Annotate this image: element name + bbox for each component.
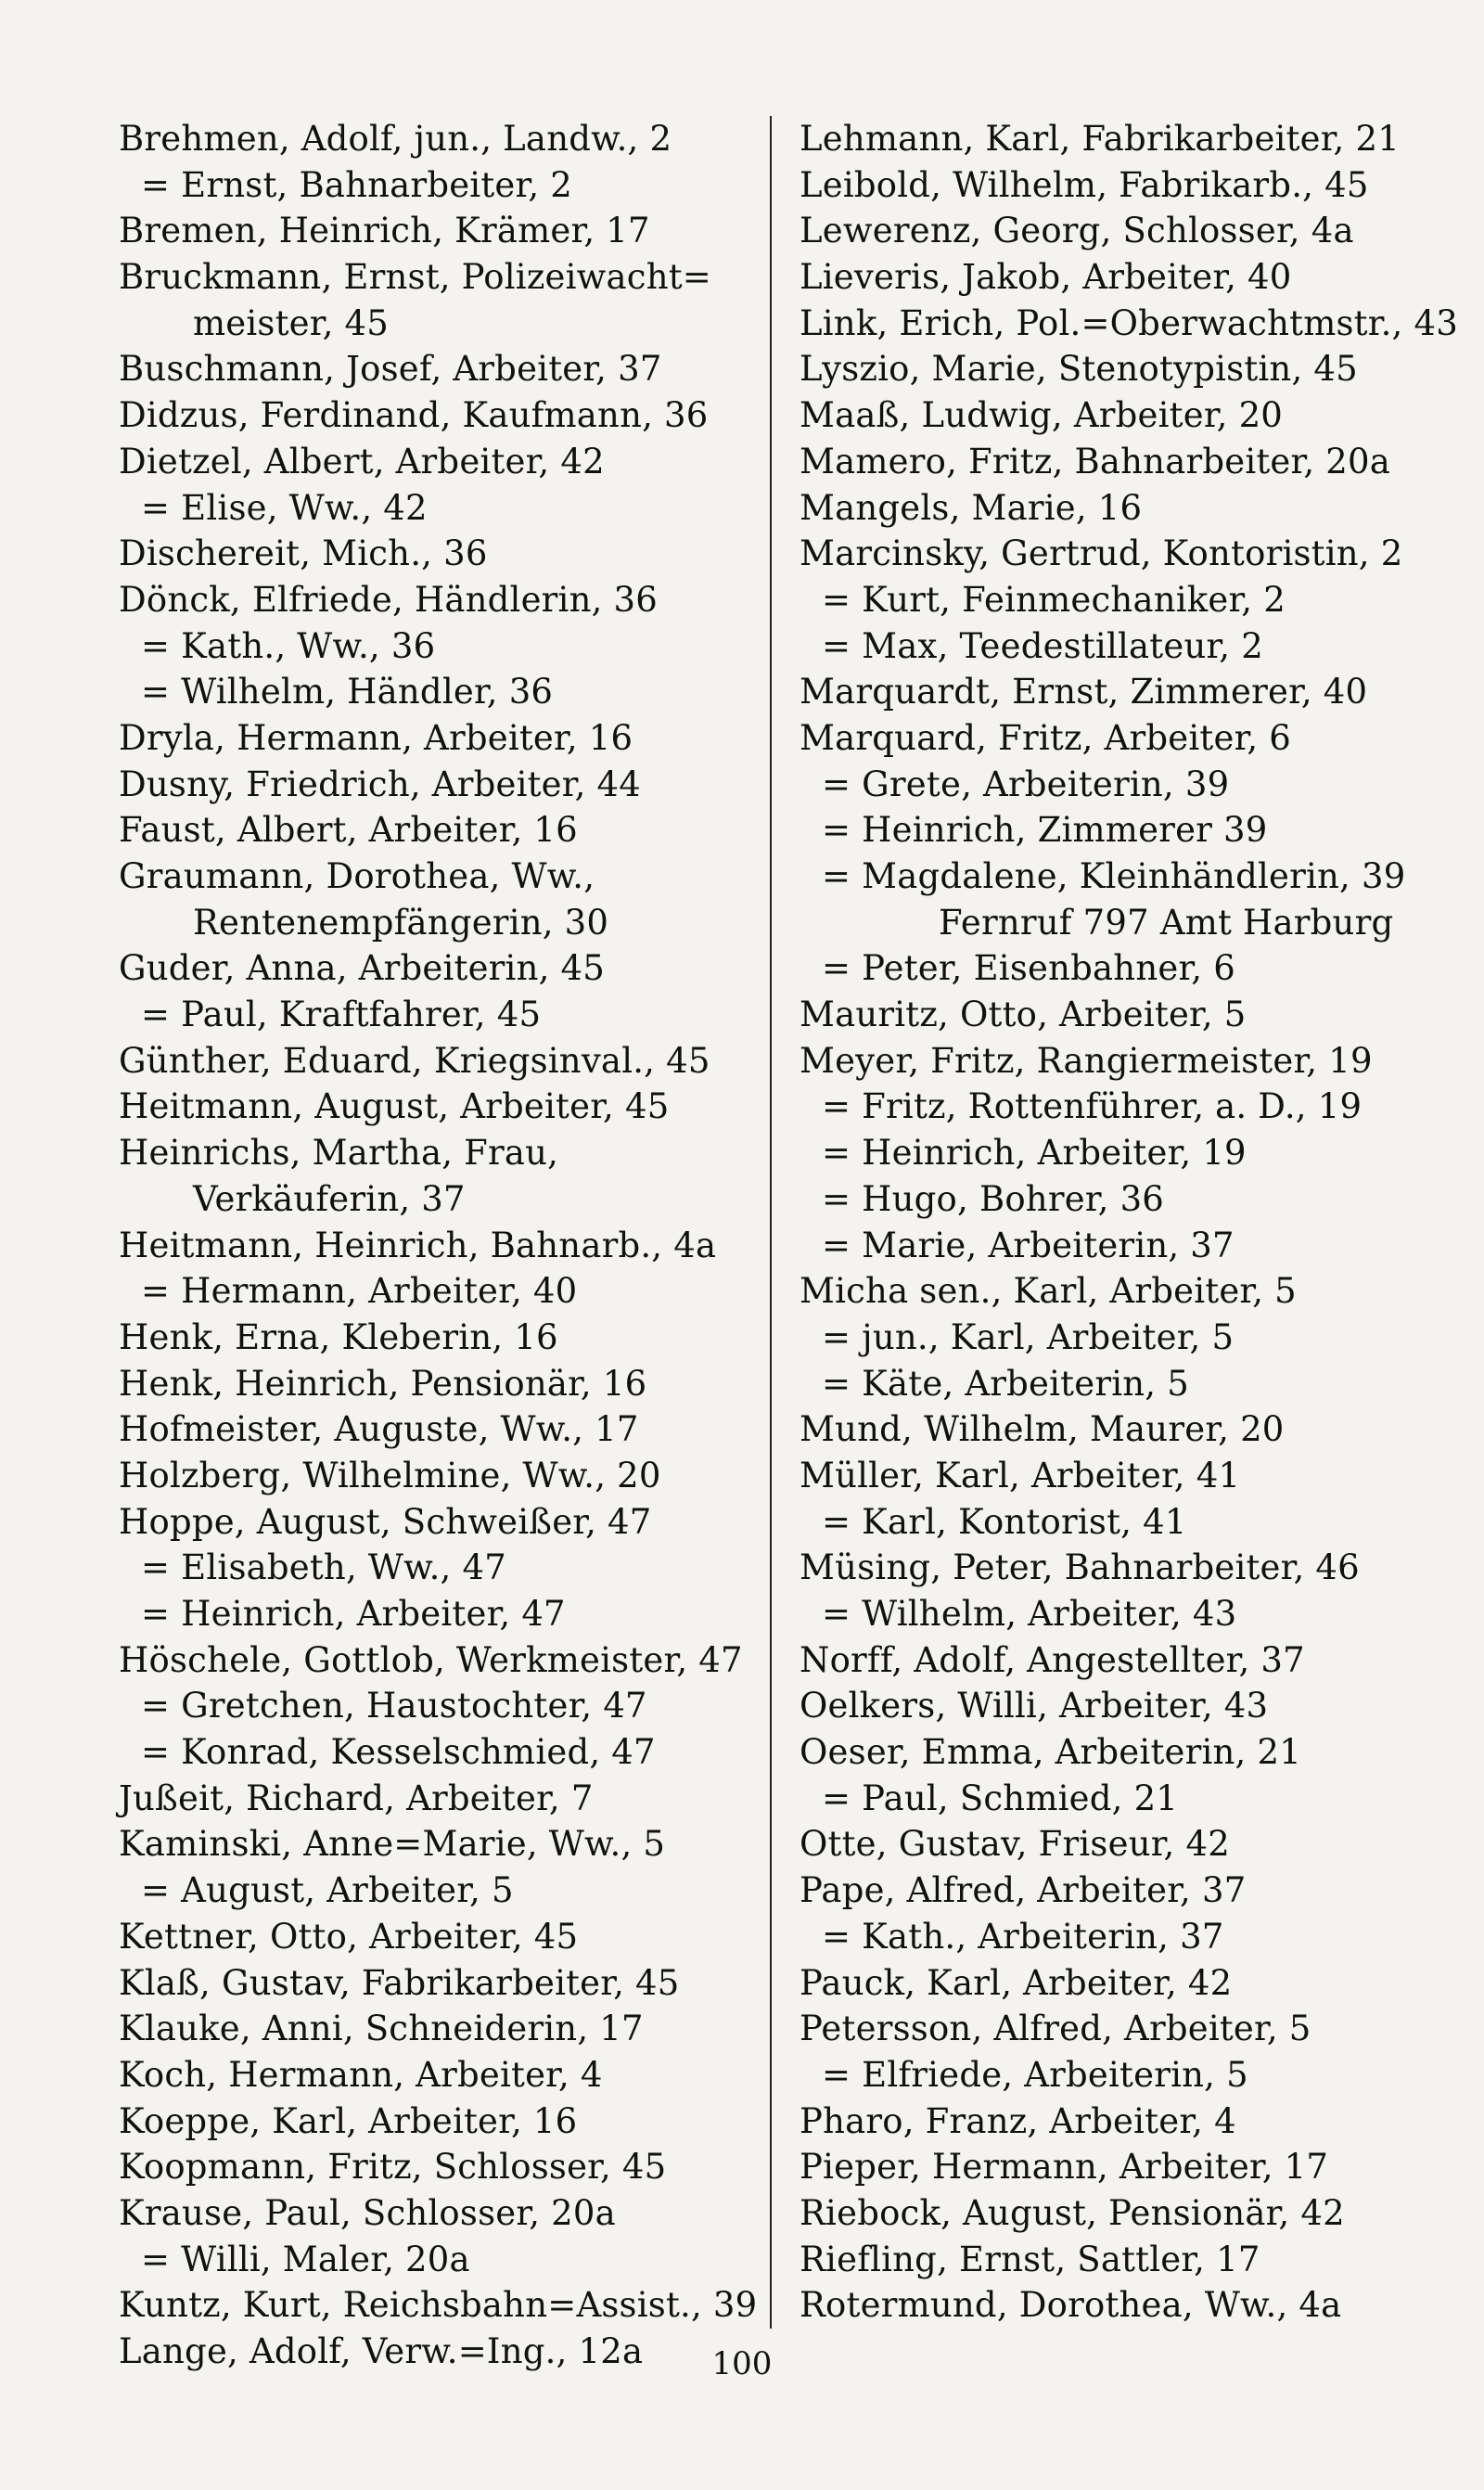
directory-entry: = Heinrich, Zimmerer 39 <box>822 810 1268 851</box>
directory-entry: = Heinrich, Arbeiter, 19 <box>822 1133 1247 1174</box>
directory-entry: = Paul, Schmied, 21 <box>822 1778 1179 1818</box>
directory-entry: Henk, Erna, Kleberin, 16 <box>119 1316 558 1357</box>
directory-entry: = Willi, Maler, 20a <box>141 2239 470 2279</box>
directory-entry: = Peter, Eisenbahner, 6 <box>822 948 1235 989</box>
directory-entry: Koch, Hermann, Arbeiter, 4 <box>119 2054 603 2095</box>
directory-entry: Leibold, Wilhelm, Fabrikarb., 45 <box>800 164 1369 205</box>
directory-entry: Klaß, Gustav, Fabrikarbeiter, 45 <box>119 1962 680 2003</box>
directory-entry: Heinrichs, Martha, Frau, <box>119 1133 559 1174</box>
directory-entry: Otte, Gustav, Friseur, 42 <box>800 1824 1230 1865</box>
directory-entry: Oelkers, Willi, Arbeiter, 43 <box>800 1686 1269 1726</box>
directory-entry: Lieveris, Jakob, Arbeiter, 40 <box>800 257 1292 298</box>
directory-entry: Müller, Karl, Arbeiter, 41 <box>800 1455 1241 1495</box>
directory-entry: Koopmann, Fritz, Schlosser, 45 <box>119 2147 667 2188</box>
directory-entry: Faust, Albert, Arbeiter, 16 <box>119 810 578 851</box>
directory-entry: Heitmann, August, Arbeiter, 45 <box>119 1086 670 1127</box>
directory-entry: Petersson, Alfred, Arbeiter, 5 <box>800 2009 1311 2049</box>
directory-entry: = August, Arbeiter, 5 <box>141 1870 514 1911</box>
directory-entry: Höschele, Gottlob, Werkmeister, 47 <box>119 1639 743 1680</box>
directory-entry: Oeser, Emma, Arbeiterin, 21 <box>800 1732 1301 1773</box>
directory-entry: = Magdalene, Kleinhändlerin, 39 <box>822 856 1406 896</box>
directory-entry: Marquardt, Ernst, Zimmerer, 40 <box>800 672 1368 712</box>
directory-entry: Kuntz, Kurt, Reichsbahn=Assist., 39 <box>119 2285 758 2326</box>
directory-entry: = Kath., Ww., 36 <box>141 625 436 666</box>
directory-entry: Holzberg, Wilhelmine, Ww., 20 <box>119 1455 661 1495</box>
directory-entry: Pauck, Karl, Arbeiter, 42 <box>800 1962 1233 2003</box>
directory-entry: Riefling, Ernst, Sattler, 17 <box>800 2239 1260 2279</box>
directory-entry: Dryla, Hermann, Arbeiter, 16 <box>119 717 633 758</box>
directory-entry: Micha sen., Karl, Arbeiter, 5 <box>800 1271 1297 1312</box>
directory-entry: = Wilhelm, Arbeiter, 43 <box>822 1594 1237 1634</box>
directory-entry: Mund, Wilhelm, Maurer, 20 <box>800 1409 1285 1450</box>
directory-entry: = Elfriede, Arbeiterin, 5 <box>822 2054 1248 2095</box>
directory-entry: = Gretchen, Haustochter, 47 <box>141 1686 647 1726</box>
directory-entry: Norff, Adolf, Angestellter, 37 <box>800 1639 1305 1680</box>
directory-entry: Henk, Heinrich, Pensionär, 16 <box>119 1363 647 1404</box>
directory-entry: = Max, Teedestillateur, 2 <box>822 625 1263 666</box>
directory-entry: Buschmann, Josef, Arbeiter, 37 <box>119 349 662 390</box>
directory-entry: Marquard, Fritz, Arbeiter, 6 <box>800 717 1292 758</box>
column-divider <box>770 116 772 2329</box>
directory-entry: = Elisabeth, Ww., 47 <box>141 1547 506 1588</box>
directory-entry: Bremen, Heinrich, Krämer, 17 <box>119 211 650 251</box>
directory-entry: Marcinsky, Gertrud, Kontoristin, 2 <box>800 533 1403 574</box>
directory-entry: meister, 45 <box>193 302 389 343</box>
directory-entry: Kettner, Otto, Arbeiter, 45 <box>119 1916 579 1957</box>
directory-entry: = Karl, Kontorist, 41 <box>822 1501 1187 1542</box>
right-column <box>800 116 1458 2329</box>
directory-entry: Pharo, Franz, Arbeiter, 4 <box>800 2100 1236 2141</box>
directory-entry: = Paul, Kraftfahrer, 45 <box>141 995 542 1035</box>
directory-entry: = Elise, Ww., 42 <box>141 487 428 528</box>
directory-entry: Hofmeister, Auguste, Ww., 17 <box>119 1409 639 1450</box>
directory-entry: Pape, Alfred, Arbeiter, 37 <box>800 1870 1247 1911</box>
directory-entry: Riebock, August, Pensionär, 42 <box>800 2192 1345 2233</box>
directory-entry: = Marie, Arbeiterin, 37 <box>822 1225 1235 1265</box>
directory-entry: Didzus, Ferdinand, Kaufmann, 36 <box>119 395 709 436</box>
directory-entry: Link, Erich, Pol.=Oberwachtmstr., 43 <box>800 302 1458 343</box>
directory-entry: Brehmen, Adolf, jun., Landw., 2 <box>119 119 672 159</box>
directory-entry: Mauritz, Otto, Arbeiter, 5 <box>800 995 1247 1035</box>
directory-entry: Müsing, Peter, Bahnarbeiter, 46 <box>800 1547 1360 1588</box>
directory-entry: Rentenempfängerin, 30 <box>193 902 609 943</box>
directory-entry: Günther, Eduard, Kriegsinval., 45 <box>119 1040 710 1081</box>
directory-entry: Graumann, Dorothea, Ww., <box>119 856 595 896</box>
directory-entry: Dischereit, Mich., 36 <box>119 533 488 574</box>
directory-entry: = Käte, Arbeiterin, 5 <box>822 1363 1189 1404</box>
directory-entry: = Hermann, Arbeiter, 40 <box>141 1271 578 1312</box>
directory-entry: Dönck, Elfriede, Händlerin, 36 <box>119 579 659 620</box>
directory-entry: Krause, Paul, Schlosser, 20a <box>119 2192 616 2233</box>
directory-entry: = Hugo, Bohrer, 36 <box>822 1178 1165 1219</box>
directory-entry: Rotermund, Dorothea, Ww., 4a <box>800 2285 1342 2326</box>
directory-entry: = jun., Karl, Arbeiter, 5 <box>822 1316 1235 1357</box>
directory-entry: Dietzel, Albert, Arbeiter, 42 <box>119 441 605 481</box>
directory-entry: Kaminski, Anne=Marie, Ww., 5 <box>119 1824 666 1865</box>
directory-entry: = Heinrich, Arbeiter, 47 <box>141 1594 566 1634</box>
directory-entry: = Fritz, Rottenführer, a. D., 19 <box>822 1086 1362 1127</box>
directory-entry: = Wilhelm, Händler, 36 <box>141 672 554 712</box>
directory-entry: Lewerenz, Georg, Schlosser, 4a <box>800 211 1354 251</box>
directory-entry: Meyer, Fritz, Rangiermeister, 19 <box>800 1040 1373 1081</box>
directory-entry: Maaß, Ludwig, Arbeiter, 20 <box>800 395 1284 436</box>
directory-entry: Bruckmann, Ernst, Polizeiwacht= <box>119 257 711 298</box>
directory-entry: Verkäuferin, 37 <box>193 1178 466 1219</box>
directory-entry: = Grete, Arbeiterin, 39 <box>822 764 1230 804</box>
page-number: 100 <box>711 2345 773 2382</box>
directory-entry: Jußeit, Richard, Arbeiter, 7 <box>119 1778 594 1818</box>
directory-entry: Hoppe, August, Schweißer, 47 <box>119 1501 652 1542</box>
directory-entry: Mamero, Fritz, Bahnarbeiter, 20a <box>800 441 1391 481</box>
directory-entry: Lange, Adolf, Verw.=Ing., 12a <box>119 2331 644 2371</box>
directory-entry: = Konrad, Kesselschmied, 47 <box>141 1732 656 1773</box>
directory-entry: = Kath., Arbeiterin, 37 <box>822 1916 1224 1957</box>
directory-entry: Pieper, Hermann, Arbeiter, 17 <box>800 2147 1329 2188</box>
directory-entry: Fernruf 797 Amt Harburg <box>939 902 1394 943</box>
directory-entry: = Ernst, Bahnarbeiter, 2 <box>141 164 572 205</box>
directory-entry: Mangels, Marie, 16 <box>800 487 1143 528</box>
directory-entry: = Kurt, Feinmechaniker, 2 <box>822 579 1286 620</box>
directory-entry: Dusny, Friedrich, Arbeiter, 44 <box>119 764 642 804</box>
directory-entry: Koeppe, Karl, Arbeiter, 16 <box>119 2100 578 2141</box>
directory-entry: Guder, Anna, Arbeiterin, 45 <box>119 948 606 989</box>
directory-entry: Lehmann, Karl, Fabrikarbeiter, 21 <box>800 119 1400 159</box>
directory-entry: Heitmann, Heinrich, Bahnarb., 4a <box>119 1225 717 1265</box>
directory-entry: Klauke, Anni, Schneiderin, 17 <box>119 2009 644 2049</box>
directory-entry: Lyszio, Marie, Stenotypistin, 45 <box>800 349 1358 390</box>
